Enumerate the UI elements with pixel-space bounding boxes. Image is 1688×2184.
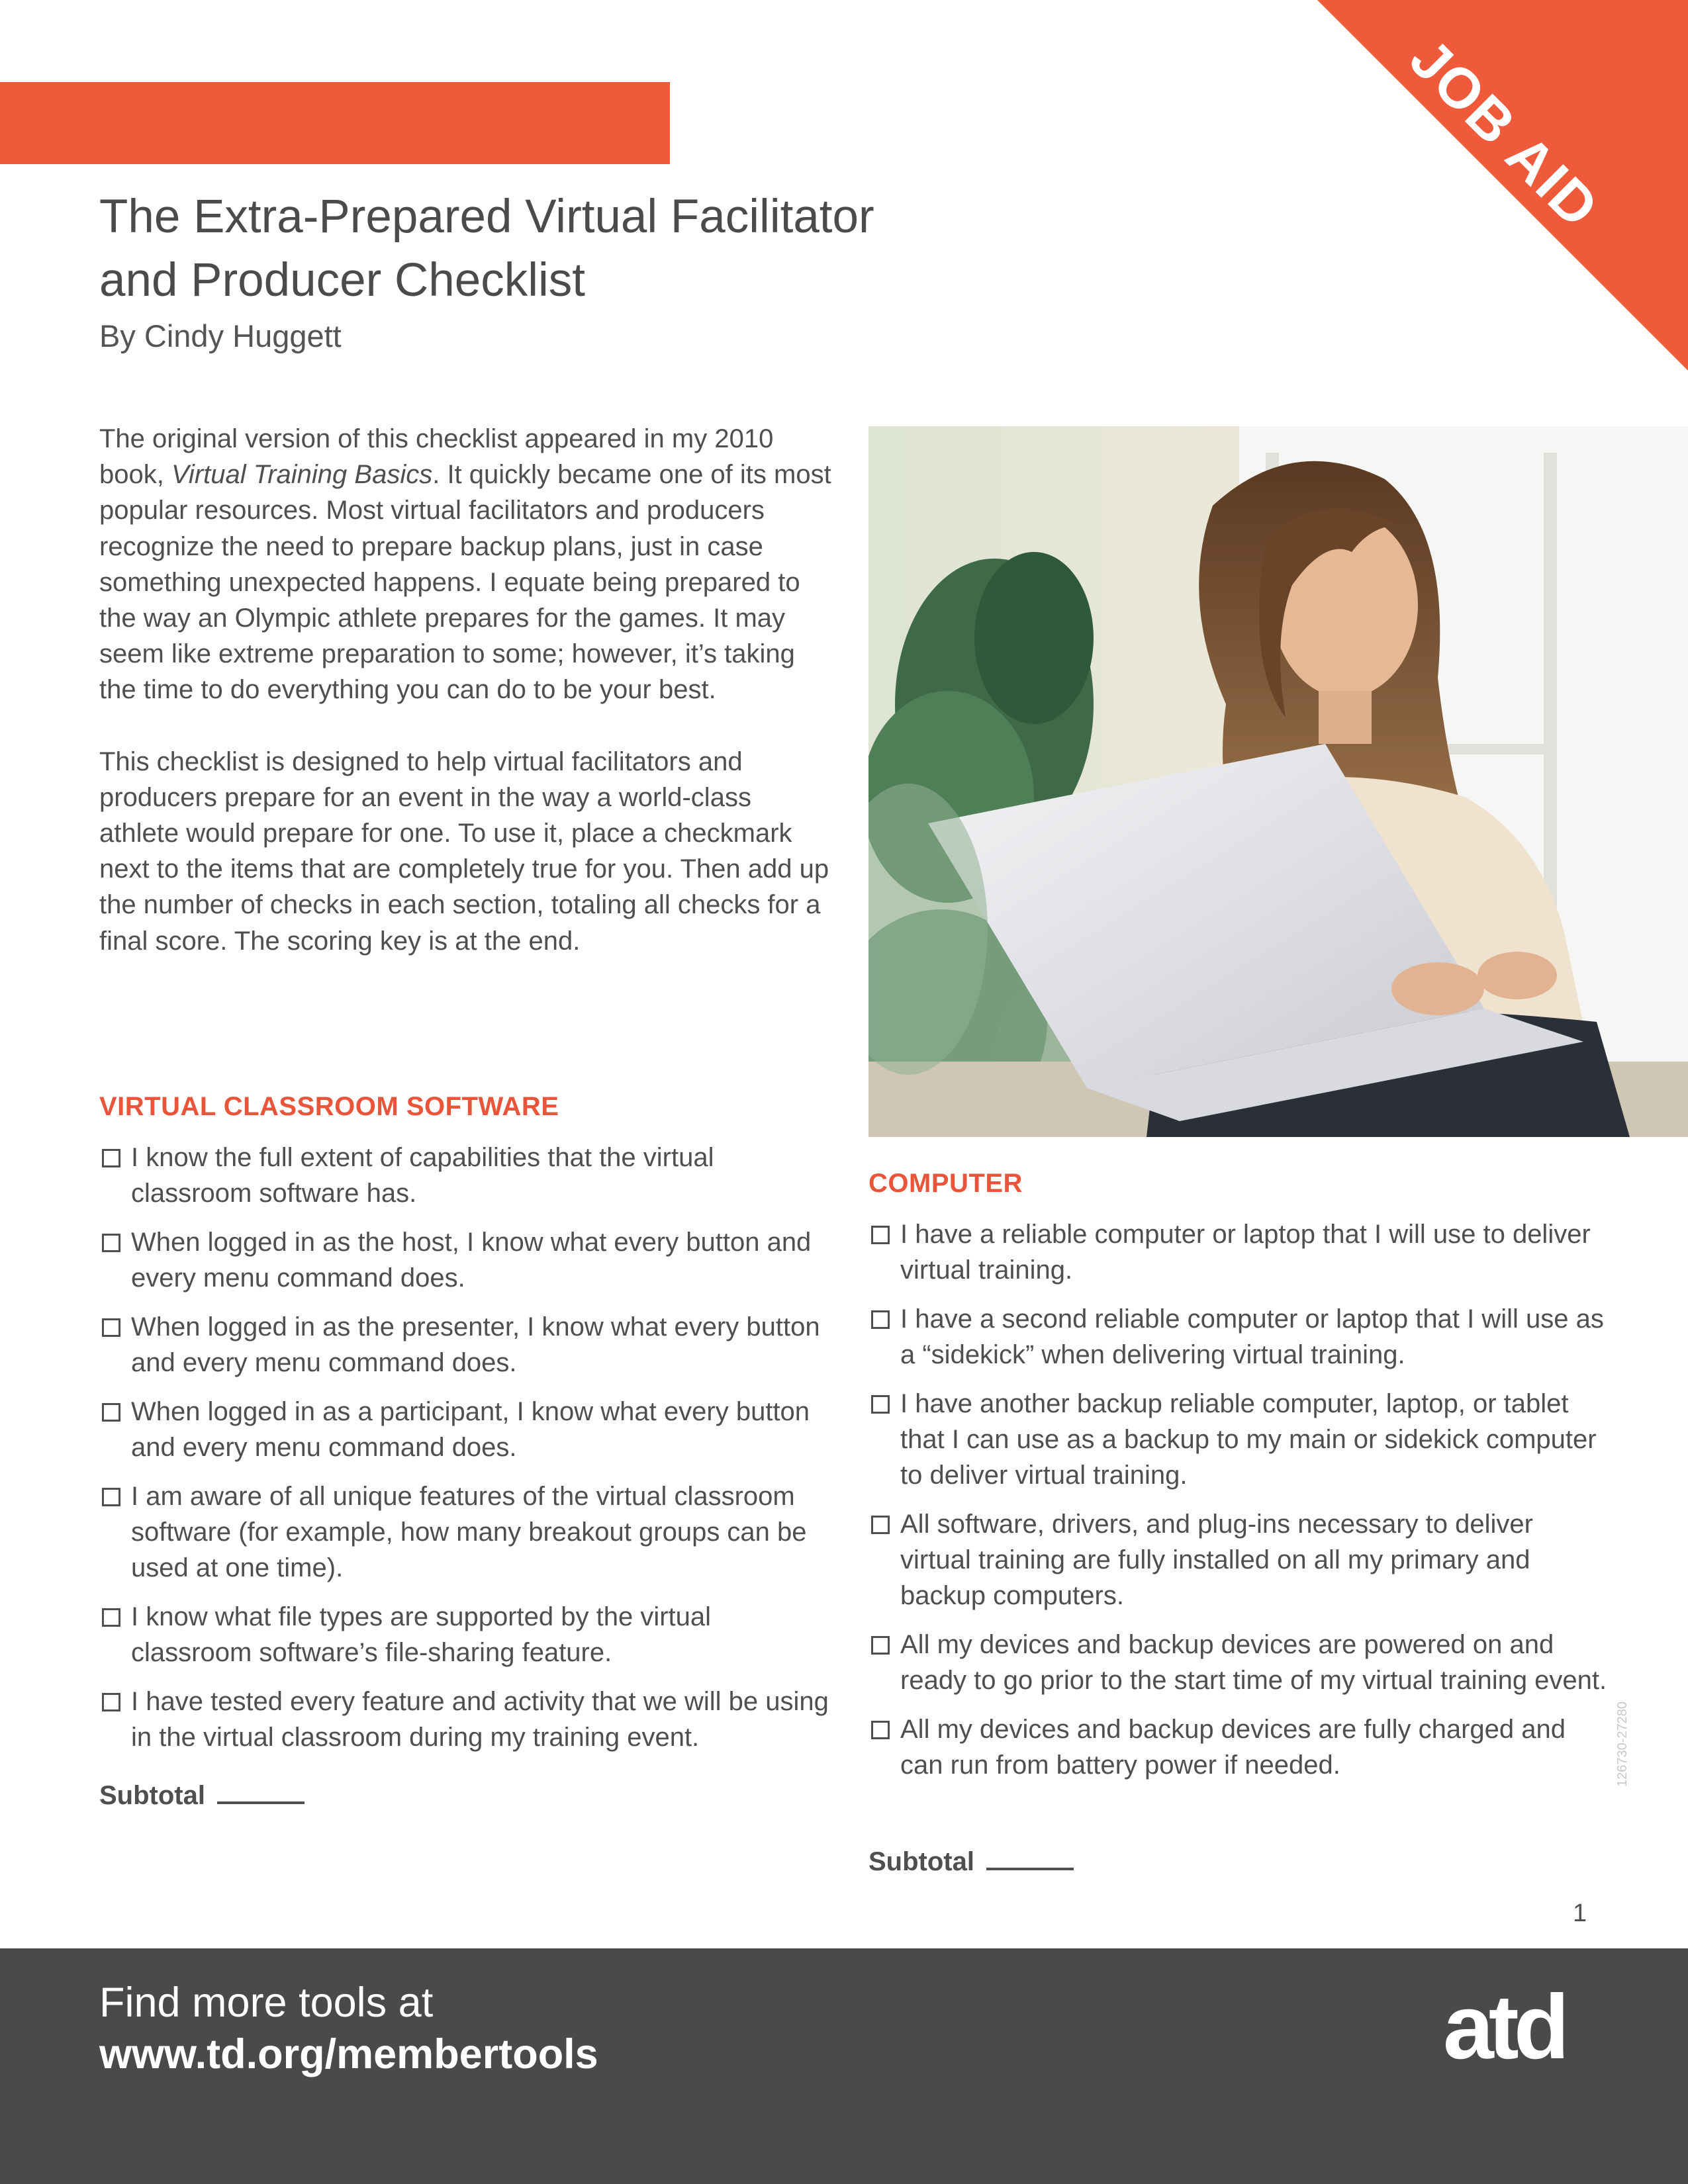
checklist-item: I have another backup reliable computer, laptop, or tablet that I can use as a backup to my main or sidekick computer to deliver virtual training. (868, 1386, 1610, 1493)
job-aid-label: JOB AID (1397, 26, 1611, 240)
atd-logo (1443, 1979, 1609, 2078)
intro-text (99, 421, 834, 995)
title-line-1: The Extra-Prepared Virtual Facilitator (99, 191, 874, 243)
software-subtotal: Subtotal (99, 1780, 305, 1811)
checkbox[interactable] (102, 1488, 120, 1506)
woman-with-laptop-photo (868, 426, 1688, 1137)
checklist-item: When logged in as the presenter, I know what every button and every menu command does. (99, 1309, 834, 1381)
checklist-item: I know the full extent of capabilities that the virtual classroom software has. (99, 1140, 834, 1211)
checklist-item: When logged in as a participant, I know what every button and every menu command does. (99, 1394, 834, 1465)
atd-logo-text: atd (1443, 1979, 1564, 2078)
checkbox[interactable] (102, 1608, 120, 1627)
checklist-item: I know what file types are supported by the virtual classroom software’s file-sharing feature. (99, 1599, 834, 1670)
computer-section-title: COMPUTER (868, 1169, 1023, 1198)
checklist-item: I have tested every feature and activity that we will be using in the virtual classroom during my training event. (99, 1684, 834, 1755)
page-number: 1 (1573, 1899, 1587, 1927)
checklist-item: All my devices and backup devices are fully charged and can run from battery power if needed. (868, 1711, 1610, 1783)
subtotal-blank[interactable] (217, 1780, 305, 1804)
checklist-item: I am aware of all unique features of the virtual classroom software (for example, how many breakout groups can be used at one time). (99, 1479, 834, 1586)
checkbox[interactable] (871, 1516, 890, 1534)
checklist-item: When logged in as the host, I know what every button and every menu command does. (99, 1224, 834, 1296)
top-accent-bar (0, 82, 670, 164)
checkbox[interactable] (871, 1310, 890, 1329)
author-byline: By Cindy Huggett (99, 318, 342, 353)
checkbox[interactable] (871, 1226, 890, 1244)
software-checklist (99, 1140, 834, 1768)
footer-url-link[interactable]: www.td.org/membertools (99, 2031, 598, 2077)
page-title (99, 185, 1092, 312)
computer-subtotal: Subtotal (868, 1846, 1074, 1877)
checkbox[interactable] (871, 1636, 890, 1655)
computer-checklist (868, 1216, 1610, 1796)
software-section-title: VIRTUAL CLASSROOM SOFTWARE (99, 1092, 559, 1121)
book-title: Virtual Training Basics (171, 460, 433, 490)
checkbox[interactable] (871, 1395, 890, 1414)
checklist-item: All software, drivers, and plug-ins necessary to deliver virtual training are fully installed on all my primary and backup computers. (868, 1506, 1610, 1614)
checklist-item: All my devices and backup devices are powered on and ready to go prior to the start time of my virtual training event. (868, 1627, 1610, 1698)
checkbox[interactable] (102, 1318, 120, 1337)
checklist-item: I have a reliable computer or laptop that I will use to deliver virtual training. (868, 1216, 1610, 1288)
intro-paragraph-2: This checklist is designed to help virtual facilitators and producers prepare for an event in the way a world-class athlete would prepare for one. To use it, place a checkmark next to the items that are completely true for you. Then add up the number of checks in each section, totaling all checks for a final score. The scoring key is at the end. (99, 747, 829, 956)
checkbox[interactable] (102, 1234, 120, 1252)
checkbox[interactable] (102, 1403, 120, 1422)
document-code: 126730-27280 (1615, 1701, 1630, 1787)
job-aid-corner-banner (1317, 0, 1688, 371)
checkbox[interactable] (871, 1721, 890, 1739)
subtotal-blank[interactable] (986, 1846, 1074, 1870)
intro-paragraph-1: The original version of this checklist appeared in my 2010 book, Virtual Training Basics. It quickly became one of its most popular resources. Most virtual facilitators and producers recognize the need to prepare backup plans, just in case something unexpected happens. I equate being prepared to the way an Olympic athlete prepares for the games. It may seem like extreme preparation to some; however, it’s taking the time to do everything you can do to be your best. (99, 424, 831, 705)
title-line-2: and Producer Checklist (99, 254, 586, 306)
checklist-item: I have a second reliable computer or laptop that I will use as a “sidekick” when delivering virtual training. (868, 1301, 1610, 1373)
checkbox[interactable] (102, 1149, 120, 1167)
checkbox[interactable] (102, 1693, 120, 1711)
footer-tagline: Find more tools at (99, 1979, 434, 2026)
